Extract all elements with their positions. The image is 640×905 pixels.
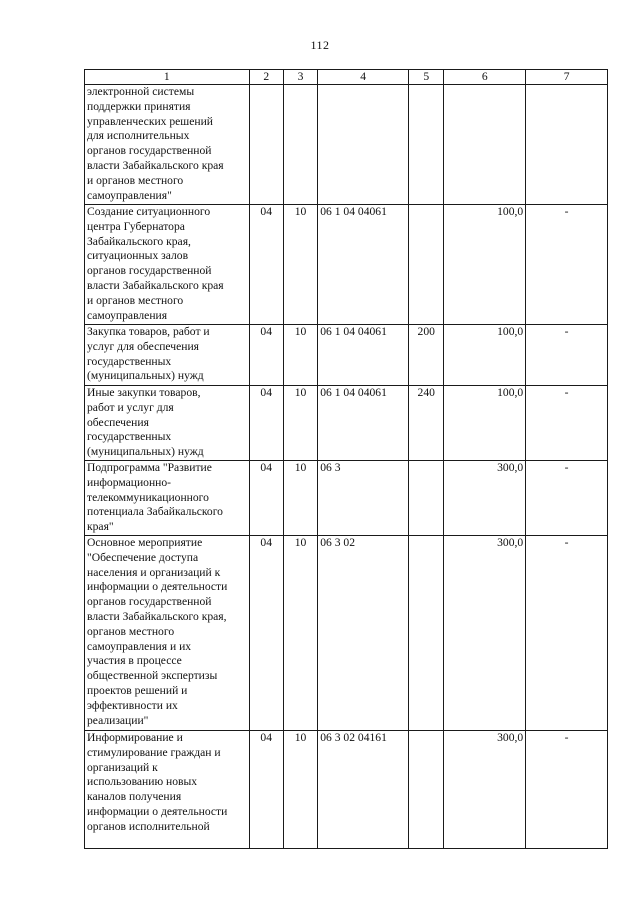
row-name: Создание ситуационного центра Губернатора Забайкальского края, ситуационных залов органов государственной власти Забайкальского края и органов местного самоуправления: [87, 205, 224, 322]
row-vr: 240: [409, 386, 444, 461]
header-col-6: 6: [444, 70, 526, 85]
row-amount: [444, 85, 526, 205]
row-name: Иные закупки товаров, работ и услуг для обеспечения государственных (муниципальных) нужд: [87, 386, 204, 459]
table-row: [85, 205, 608, 325]
row-name: Основное мероприятие "Обеспечение доступа населения и организаций к информации о деятельности органов государственной власти Забайкальского края, органов местного самоуправления и их участия в процессе общественной экспертизы проектов решений и эффективности их реализации": [87, 536, 228, 727]
row-csr: [318, 85, 409, 205]
row-amount: 100,0: [444, 325, 526, 386]
table-row: [85, 85, 608, 205]
table-row: [85, 325, 608, 386]
row-name-cell: [85, 205, 250, 325]
row-rz: 04: [249, 325, 283, 386]
row-name: Подпрограмма "Развитие информационно- телекоммуникационного потенциала Забайкальского края": [87, 461, 223, 534]
budget-table: [84, 69, 608, 849]
row-vr: [409, 731, 444, 849]
row-name-cell: [85, 85, 250, 205]
table-body: [85, 85, 608, 849]
row-rz: 04: [249, 731, 283, 849]
row-vr: [409, 461, 444, 536]
row-name: Закупка товаров, работ и услуг для обеспечения государственных (муниципальных) нужд: [87, 325, 210, 383]
row-vr: 200: [409, 325, 444, 386]
row-name: электронной системы поддержки принятия управленческих решений для исполнительных органов государственной власти Забайкальского края и органов местного самоуправления": [87, 85, 224, 202]
row-amount: 300,0: [444, 536, 526, 731]
row-rz: [249, 85, 283, 205]
row-amount: 300,0: [444, 731, 526, 849]
row-pr: 10: [283, 325, 317, 386]
row-name-cell: [85, 461, 250, 536]
row-extra: [526, 85, 608, 205]
header-col-2: 2: [249, 70, 283, 85]
row-csr: 06 1 04 04061: [318, 205, 409, 325]
row-pr: 10: [283, 461, 317, 536]
row-pr: 10: [283, 386, 317, 461]
row-name: Информирование и стимулирование граждан и организаций к использованию новых каналов получения информации о деятельности органов исполнительной: [87, 731, 228, 833]
row-name-cell: [85, 325, 250, 386]
row-amount: 100,0: [444, 205, 526, 325]
row-rz: 04: [249, 536, 283, 731]
header-col-5: 5: [409, 70, 444, 85]
row-name-cell: [85, 386, 250, 461]
table-row: [85, 386, 608, 461]
row-csr: 06 3 02: [318, 536, 409, 731]
row-extra: -: [526, 386, 608, 461]
row-pr: 10: [283, 205, 317, 325]
row-name-cell: [85, 731, 250, 849]
row-vr: [409, 85, 444, 205]
row-pr: [283, 85, 317, 205]
row-amount: 100,0: [444, 386, 526, 461]
header-col-4: 4: [318, 70, 409, 85]
header-col-7: 7: [526, 70, 608, 85]
row-extra: -: [526, 205, 608, 325]
row-extra: -: [526, 325, 608, 386]
row-rz: 04: [249, 205, 283, 325]
row-extra: -: [526, 536, 608, 731]
row-extra: -: [526, 461, 608, 536]
row-vr: [409, 536, 444, 731]
header-col-1: 1: [85, 70, 250, 85]
row-csr: 06 3 02 04161: [318, 731, 409, 849]
table-row: [85, 536, 608, 731]
row-name-cell: [85, 536, 250, 731]
row-vr: [409, 205, 444, 325]
row-rz: 04: [249, 461, 283, 536]
row-csr: 06 3: [318, 461, 409, 536]
table-row: [85, 731, 608, 849]
row-csr: 06 1 04 04061: [318, 386, 409, 461]
table-header: [85, 70, 608, 85]
row-rz: 04: [249, 386, 283, 461]
row-pr: 10: [283, 731, 317, 849]
row-csr: 06 1 04 04061: [318, 325, 409, 386]
row-pr: 10: [283, 536, 317, 731]
row-amount: 300,0: [444, 461, 526, 536]
page-number: 112: [310, 38, 330, 52]
header-row: [85, 70, 608, 85]
row-extra: -: [526, 731, 608, 849]
header-col-3: 3: [283, 70, 317, 85]
table-row: [85, 461, 608, 536]
